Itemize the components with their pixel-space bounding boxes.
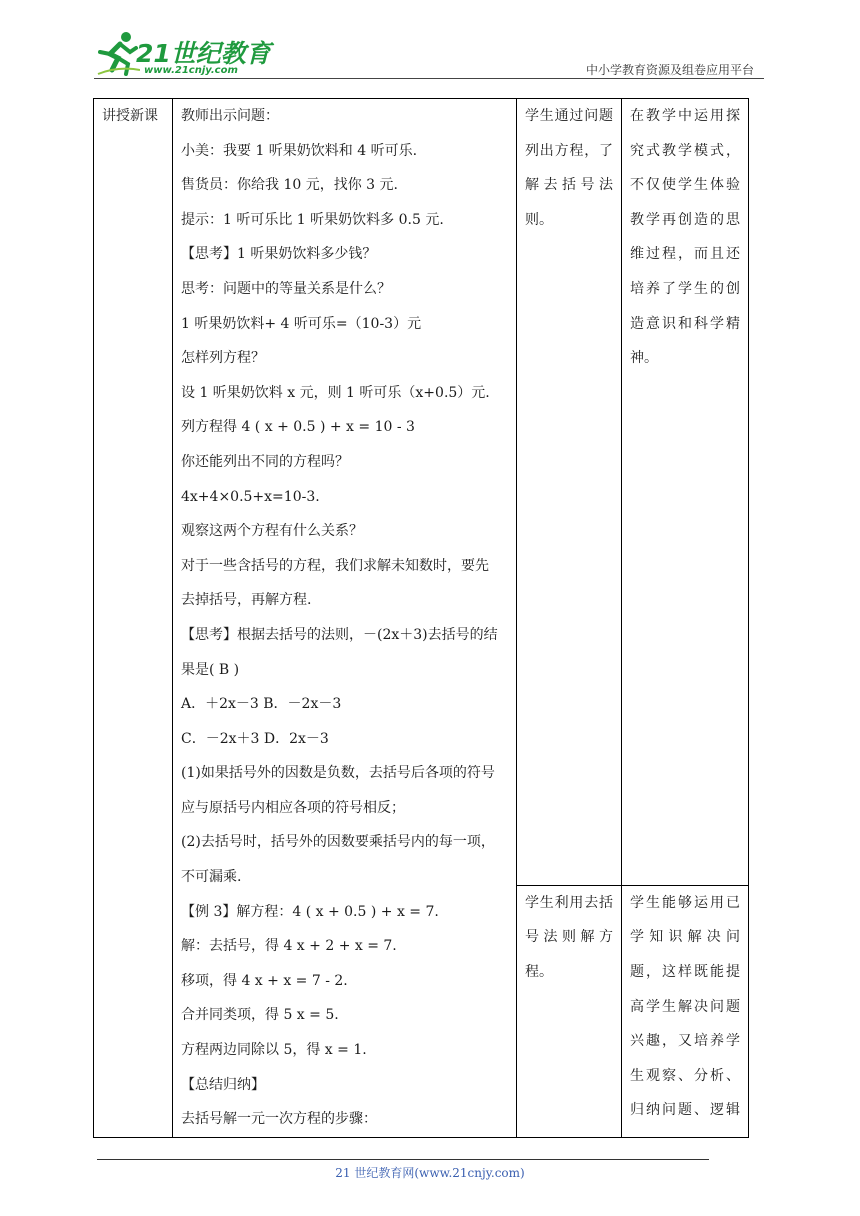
design-line: 培养了学生的创 xyxy=(630,280,740,297)
teacher-line: 合并同类项，得 5 x = 5. xyxy=(181,1007,339,1024)
design-line: 生观察、分析、 xyxy=(630,1067,740,1084)
teacher-line: 观察这两个方程有什么关系？ xyxy=(181,523,363,540)
teacher-line: 应与原括号内相应各项的符号相反； xyxy=(181,799,405,816)
teacher-line: 去掉括号，再解方程. xyxy=(181,592,312,609)
student-line: 学生利用去括 xyxy=(525,894,613,911)
header-divider xyxy=(94,78,764,79)
teacher-line: 提示：1 听可乐比 1 听果奶饮料多 0.5 元. xyxy=(181,211,444,228)
teacher-line: (2)去括号时，括号外的因数要乘括号内的每一项， xyxy=(181,834,495,851)
teacher-line: 【总结归纳】 xyxy=(181,1076,265,1093)
student-line: 列出方程，了 xyxy=(525,142,613,159)
teacher-line: 设 1 听果奶饮料 x 元，则 1 听可乐（x+0.5）元. xyxy=(181,384,490,401)
student-activity-cell xyxy=(517,99,622,886)
stage-cell xyxy=(94,99,173,1138)
stage-label: 讲授新课 xyxy=(102,108,158,124)
teacher-line: 小美：我要 1 听果奶饮料和 4 听可乐. xyxy=(181,142,418,159)
design-line: 在教学中运用探 xyxy=(630,108,740,124)
teacher-line: 【思考】根据去括号的法则，－(2x＋3)去括号的结 xyxy=(181,626,498,643)
teacher-line: 4x+4×0.5+x=10-3. xyxy=(181,488,320,505)
teacher-line: 列方程得 4 ( x + 0.5 ) + x = 10 - 3 xyxy=(181,419,415,436)
student-line: 程。 xyxy=(525,964,553,980)
design-line: 教学再创造的思 xyxy=(630,211,740,228)
design-line: 学知识解决问 xyxy=(630,929,740,946)
teacher-line: C．－2x＋3 D．2x－3 xyxy=(181,730,329,747)
teacher-line: 思考：问题中的等量关系是什么？ xyxy=(181,280,391,297)
teacher-line: 对于一些含括号的方程，我们求解未知数时，要先 xyxy=(181,557,489,574)
lesson-table xyxy=(93,98,749,1138)
design-line: 归纳问题、逻辑 xyxy=(630,1102,740,1119)
student-line: 解去括号法 xyxy=(525,177,613,194)
teacher-line: 解：去括号，得 4 x + 2 + x = 7. xyxy=(181,938,397,955)
design-intent-cell xyxy=(622,99,749,886)
design-line: 兴趣，又培养学 xyxy=(630,1033,740,1050)
teacher-line: 果是( B ) xyxy=(181,661,240,678)
design-line: 究式教学模式， xyxy=(630,142,740,159)
design-line: 不仅使学生体验 xyxy=(630,177,740,194)
student-activity-cell xyxy=(517,885,622,1137)
logo-url: www.21cnjy.com xyxy=(144,65,238,76)
student-line: 学生通过问题 xyxy=(525,108,613,124)
table-row xyxy=(94,99,749,886)
teacher-activity-cell xyxy=(173,99,517,1138)
teacher-line: 【思考】1 听果奶饮料多少钱？ xyxy=(181,246,377,263)
design-line: 维过程，而且还 xyxy=(630,246,740,263)
design-line: 神。 xyxy=(630,350,658,367)
runner-icon xyxy=(96,30,140,76)
footer-divider xyxy=(97,1159,709,1160)
student-line: 号法则解方 xyxy=(525,929,613,946)
design-line: 造意识和科学精 xyxy=(630,315,740,332)
platform-title: 中小学教育资源及组卷应用平台 xyxy=(585,63,754,77)
design-line: 学生能够运用已 xyxy=(630,894,740,911)
design-line: 高学生解决问题 xyxy=(630,998,740,1015)
site-logo xyxy=(96,30,271,82)
teacher-line: (1)如果括号外的因数是负数，去括号后各项的符号 xyxy=(181,765,495,782)
footer-link[interactable]: 21 世纪教育网(www.21cnjy.com) xyxy=(335,1166,525,1180)
design-intent-cell xyxy=(622,885,749,1137)
teacher-line: 【例 3】解方程：4 ( x + 0.5 ) + x = 7. xyxy=(181,903,439,920)
teacher-line: 移项，得 4 x + x = 7 - 2. xyxy=(181,972,348,989)
teacher-line: 你还能列出不同的方程吗？ xyxy=(181,453,349,470)
design-line: 题，这样既能提 xyxy=(630,964,740,980)
teacher-line: A．＋2x－3 B．－2x－3 xyxy=(181,696,342,713)
logo-text: 21世纪教育 xyxy=(136,39,271,68)
teacher-line: 不可漏乘. xyxy=(181,869,242,886)
teacher-line: 怎样列方程？ xyxy=(181,350,265,367)
teacher-line: 售货员：你给我 10 元，找你 3 元. xyxy=(181,177,398,194)
teacher-line: 1 听果奶饮料+ 4 听可乐=（10-3）元 xyxy=(181,315,422,332)
teacher-line: 去括号解一元一次方程的步骤： xyxy=(181,1111,377,1128)
student-line: 则。 xyxy=(525,211,553,228)
teacher-line: 方程两边同除以 5，得 x = 1. xyxy=(181,1042,367,1059)
teacher-line: 教师出示问题： xyxy=(181,108,279,124)
